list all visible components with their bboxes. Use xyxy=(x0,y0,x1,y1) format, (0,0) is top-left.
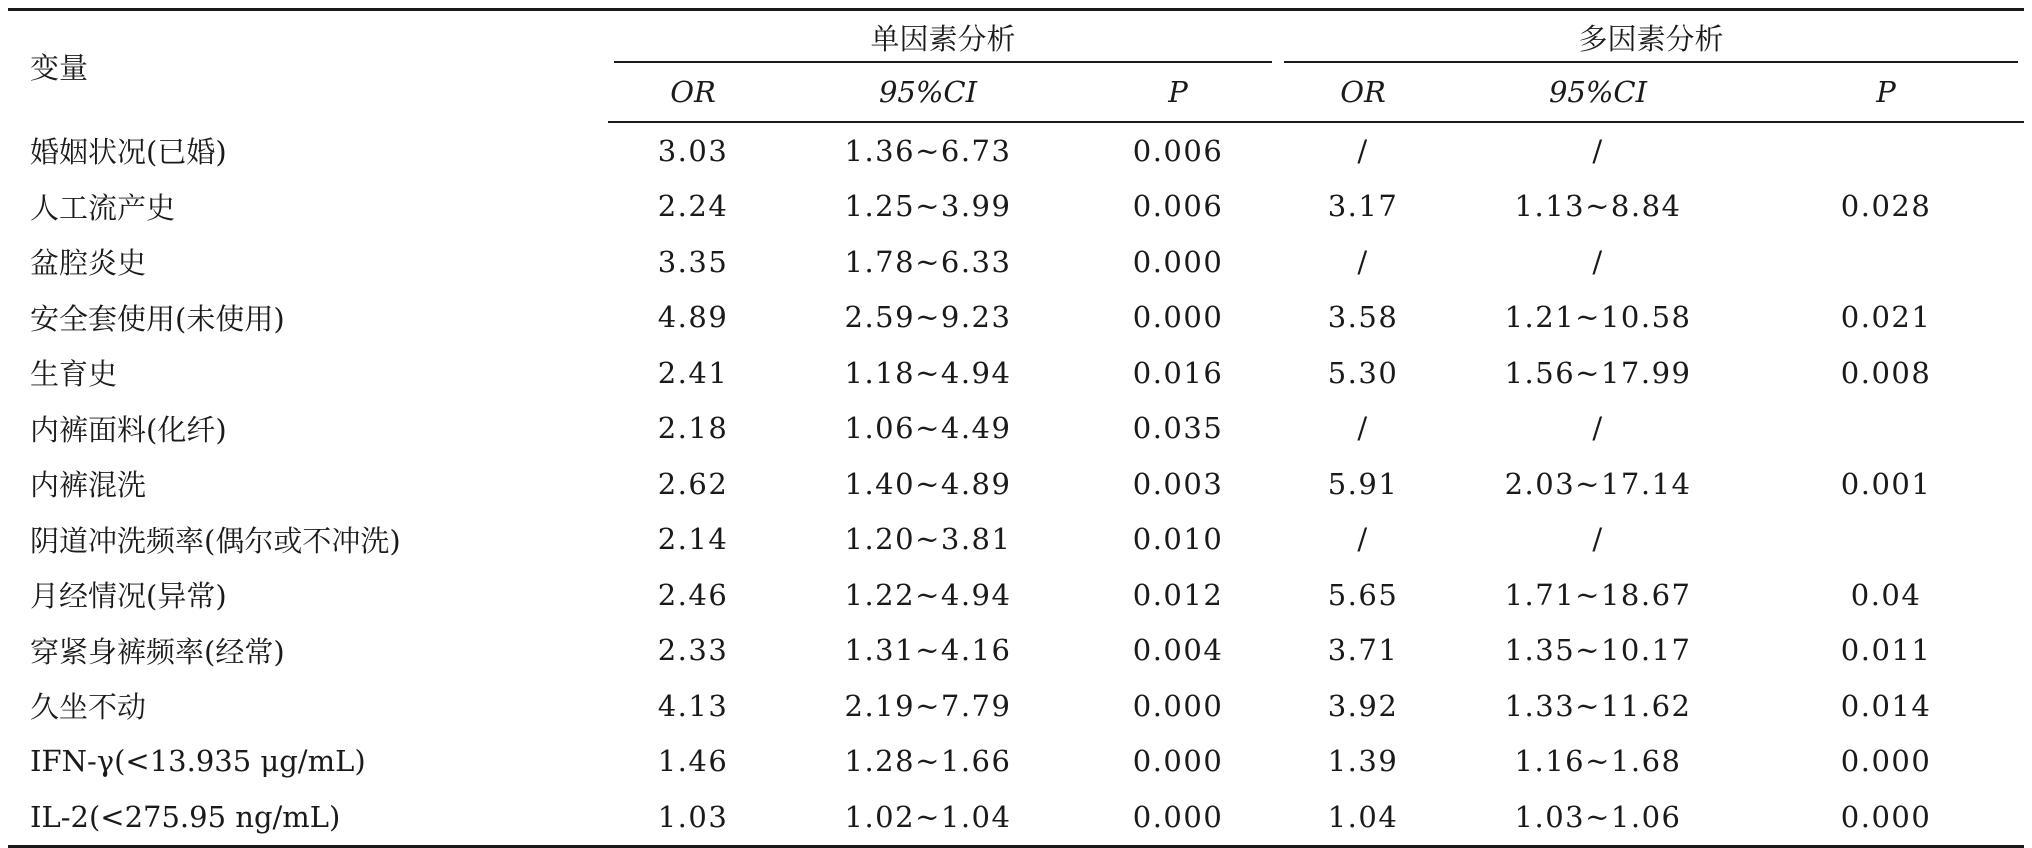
univariate-p-cell: 0.000 xyxy=(1132,688,1224,723)
univariate-ci-cell: 1.25~3.99 xyxy=(844,189,1012,224)
univariate-or-cell: 1.46 xyxy=(657,744,729,779)
univariate-p-cell: 0.000 xyxy=(1132,300,1224,335)
univariate-p-cell: 0.000 xyxy=(1078,789,1278,846)
univariate-ci-cell: 1.20~3.81 xyxy=(844,522,1012,557)
univariate-or-cell: 2.14 xyxy=(657,522,729,557)
multivariate-p-cell: 0.000 xyxy=(1748,789,2024,846)
regression-table xyxy=(8,8,2024,848)
variable-header: 变量 xyxy=(8,10,608,123)
multivariate-or-cell: 5.65 xyxy=(1327,577,1399,612)
multivariate-or-cell: 3.58 xyxy=(1327,300,1399,335)
univariate-ci-cell: 1.18~4.94 xyxy=(844,355,1012,390)
variable-cell: 盆腔炎史 xyxy=(30,246,147,281)
table-header xyxy=(8,10,2024,123)
table-row xyxy=(8,179,2024,235)
univariate-or-cell: 2.33 xyxy=(657,633,729,668)
univariate-ci-cell: 1.78~6.33 xyxy=(844,244,1012,279)
multivariate-p-cell: 0.011 xyxy=(1840,633,1932,668)
table-row xyxy=(8,122,2024,179)
multivariate-group-header xyxy=(1278,10,2024,64)
multivariate-ci-cell: 1.71~18.67 xyxy=(1504,577,1692,612)
univariate-ci-cell: 1.02~1.04 xyxy=(778,789,1078,846)
univariate-or-cell: 2.18 xyxy=(657,411,729,446)
multivariate-or-cell: 3.17 xyxy=(1327,189,1399,224)
univariate-ci-cell: 1.28~1.66 xyxy=(844,744,1012,779)
table-row xyxy=(8,290,2024,346)
multivariate-or-cell: / xyxy=(1357,411,1369,446)
multivariate-p-cell: 0.028 xyxy=(1840,189,1932,224)
univariate-ci-cell: 1.40~4.89 xyxy=(844,466,1012,501)
multivariate-ci-cell: 1.16~1.68 xyxy=(1514,744,1682,779)
univariate-ci-cell: 1.06~4.49 xyxy=(844,411,1012,446)
univariate-p-cell: 0.003 xyxy=(1132,466,1224,501)
univariate-p-cell: 0.016 xyxy=(1132,355,1224,390)
multivariate-or-cell: 3.92 xyxy=(1327,688,1399,723)
univariate-p-cell: 0.035 xyxy=(1132,411,1224,446)
variable-cell: 久坐不动 xyxy=(30,690,147,725)
univariate-or-cell: 4.13 xyxy=(657,688,729,723)
table-row xyxy=(8,734,2024,790)
univariate-or-cell: 2.46 xyxy=(657,577,729,612)
multivariate-group-label: 多因素分析 xyxy=(1578,21,1724,56)
multivariate-or-header: OR xyxy=(1278,63,1448,122)
multivariate-or-cell: 3.71 xyxy=(1327,633,1399,668)
univariate-ci-header: 95%CI xyxy=(778,63,1078,122)
multivariate-group-rule xyxy=(1284,61,2018,63)
univariate-p-cell: 0.006 xyxy=(1132,189,1224,224)
multivariate-or-cell: / xyxy=(1357,522,1369,557)
univariate-or-cell: 4.89 xyxy=(657,300,729,335)
univariate-ci-cell: 2.59~9.23 xyxy=(844,300,1012,335)
multivariate-p-cell xyxy=(1748,234,2024,290)
multivariate-p-cell: 0.000 xyxy=(1840,744,1932,779)
multivariate-p-header: P xyxy=(1748,63,2024,122)
univariate-or-cell: 3.35 xyxy=(657,244,729,279)
table-container xyxy=(8,8,2024,848)
univariate-p-cell: 0.000 xyxy=(1132,744,1224,779)
multivariate-or-cell: 1.39 xyxy=(1327,744,1399,779)
header-group-row xyxy=(8,10,2024,64)
table-row xyxy=(8,234,2024,290)
univariate-p-cell: 0.000 xyxy=(1132,244,1224,279)
univariate-ci-cell: 2.19~7.79 xyxy=(844,688,1012,723)
variable-cell: 婚姻状况(已婚) xyxy=(30,134,227,169)
multivariate-ci-cell: 1.35~10.17 xyxy=(1504,633,1692,668)
multivariate-ci-cell: / xyxy=(1592,411,1604,446)
multivariate-or-cell: / xyxy=(1357,244,1369,279)
multivariate-or-cell: 1.04 xyxy=(1278,789,1448,846)
univariate-or-cell: 1.03 xyxy=(608,789,778,846)
table-row xyxy=(8,623,2024,679)
variable-cell: IL-2(<275.95 ng/mL) xyxy=(8,789,608,846)
univariate-ci-cell: 1.31~4.16 xyxy=(844,633,1012,668)
univariate-group-header xyxy=(608,10,1278,64)
table-row xyxy=(8,789,2024,846)
variable-cell: 阴道冲洗频率(偶尔或不冲洗) xyxy=(30,523,401,558)
univariate-or-cell: 2.41 xyxy=(657,355,729,390)
variable-cell: 内裤混洗 xyxy=(30,468,147,503)
univariate-p-cell: 0.006 xyxy=(1132,133,1224,168)
multivariate-ci-cell: 2.03~17.14 xyxy=(1504,466,1692,501)
multivariate-p-cell xyxy=(1748,401,2024,457)
multivariate-ci-header: 95%CI xyxy=(1448,63,1748,122)
multivariate-ci-cell: / xyxy=(1592,244,1604,279)
table-row xyxy=(8,512,2024,568)
multivariate-ci-cell: 1.13~8.84 xyxy=(1514,189,1682,224)
univariate-group-label: 单因素分析 xyxy=(870,21,1016,56)
table-row xyxy=(8,456,2024,512)
variable-cell: 人工流产史 xyxy=(30,190,176,225)
multivariate-or-cell: 5.30 xyxy=(1327,355,1399,390)
table-body xyxy=(8,122,2024,846)
multivariate-or-cell: / xyxy=(1357,133,1369,168)
table-row xyxy=(8,567,2024,623)
multivariate-ci-cell: / xyxy=(1592,522,1604,557)
variable-cell: 月经情况(异常) xyxy=(30,579,227,614)
multivariate-p-cell: 0.001 xyxy=(1840,466,1932,501)
multivariate-p-cell xyxy=(1748,512,2024,568)
multivariate-ci-cell: 1.33~11.62 xyxy=(1504,688,1692,723)
multivariate-or-cell: 5.91 xyxy=(1327,466,1399,501)
univariate-ci-cell: 1.22~4.94 xyxy=(844,577,1012,612)
univariate-or-header: OR xyxy=(608,63,778,122)
univariate-group-rule xyxy=(614,61,1272,63)
multivariate-ci-cell: / xyxy=(1592,133,1604,168)
univariate-or-cell: 3.03 xyxy=(657,133,729,168)
variable-cell: 安全套使用(未使用) xyxy=(30,301,285,336)
variable-cell: 生育史 xyxy=(30,357,118,392)
univariate-p-cell: 0.004 xyxy=(1132,633,1224,668)
multivariate-ci-cell: 1.56~17.99 xyxy=(1504,355,1692,390)
table-row xyxy=(8,345,2024,401)
multivariate-ci-cell: 1.03~1.06 xyxy=(1448,789,1748,846)
variable-cell: 内裤面料(化纤) xyxy=(30,412,227,447)
univariate-p-cell: 0.010 xyxy=(1132,522,1224,557)
multivariate-p-cell: 0.008 xyxy=(1840,355,1932,390)
univariate-p-cell: 0.012 xyxy=(1132,577,1224,612)
variable-cell: 穿紧身裤频率(经常) xyxy=(30,634,285,669)
variable-cell: IFN-γ(<13.935 μg/mL) xyxy=(30,744,366,779)
multivariate-p-cell xyxy=(1748,122,2024,179)
multivariate-p-cell: 0.04 xyxy=(1850,577,1922,612)
table-row xyxy=(8,678,2024,734)
univariate-or-cell: 2.24 xyxy=(657,189,729,224)
multivariate-ci-cell: 1.21~10.58 xyxy=(1504,300,1692,335)
univariate-or-cell: 2.62 xyxy=(657,466,729,501)
table-row xyxy=(8,401,2024,457)
univariate-p-header: P xyxy=(1078,63,1278,122)
multivariate-p-cell: 0.021 xyxy=(1840,300,1932,335)
univariate-ci-cell: 1.36~6.73 xyxy=(844,133,1012,168)
multivariate-p-cell: 0.014 xyxy=(1840,688,1932,723)
